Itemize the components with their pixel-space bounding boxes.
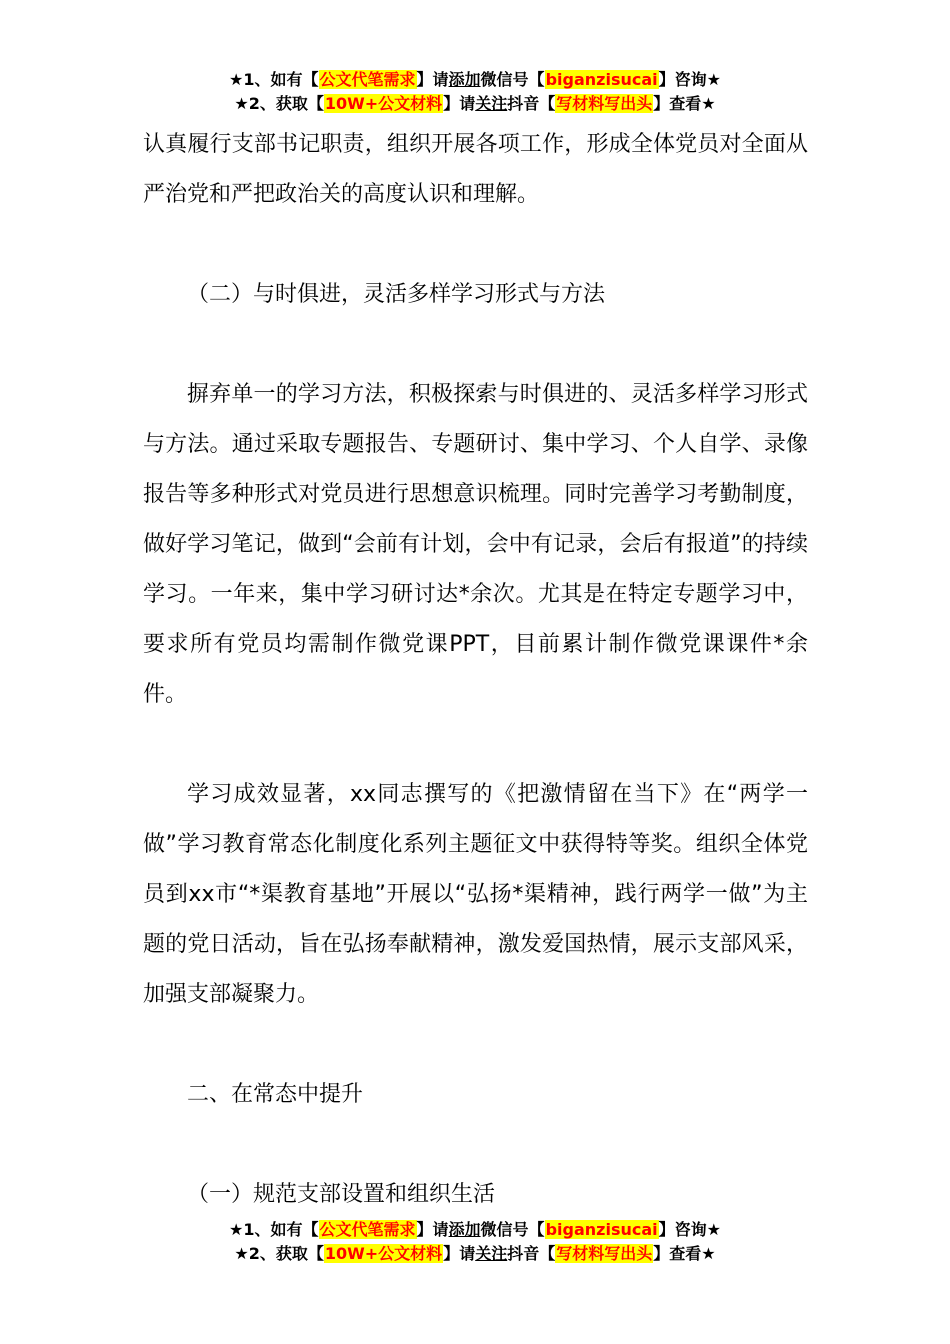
banner-line-1 xyxy=(0,1218,950,1242)
banner-text: 微信号【 xyxy=(480,70,545,89)
banner-text: 】查看★ xyxy=(653,1244,716,1263)
banner-underline-text: 关注 xyxy=(475,94,508,113)
banner-text: 】咨询★ xyxy=(658,1220,721,1239)
top-banner xyxy=(0,68,950,116)
banner-underline-text: 添加 xyxy=(448,1220,481,1239)
banner-highlight: 写材料写出头 xyxy=(556,1244,653,1263)
banner-text: 】咨询★ xyxy=(658,70,721,89)
banner-highlight: 10W+公文材料 xyxy=(324,94,443,113)
paragraph-1: 认真履行支部书记职责，组织开展各项工作，形成全体党员对全面从严治党和严把政治关的高度认识和理解。 xyxy=(143,132,808,207)
banner-text: 】请 xyxy=(416,1220,449,1239)
banner-highlight: 公文代笔需求 xyxy=(319,70,416,89)
banner-highlight: biganzisucai xyxy=(545,1220,658,1239)
banner-text: ★2、获取【 xyxy=(234,94,324,113)
paragraph-2: 摒弃单一的学习方法，积极探索与时俱进的、灵活多样学习形式与方法。通过采取专题报告、专题研讨、集中学习、个人自学、录像报告等多种形式对党员进行思想意识梳理。同时完善学习考勤制度，做好学习笔记，做到“会前有计划，会中有记录，会后有报道”的持续学习。一年来，集中学习研讨达*余次。尤其是在特定专题学习中，要求所有党员均需制作微党课PPT，目前累计制作微党课课件*余件。 xyxy=(143,382,808,707)
banner-text: ★1、如有【 xyxy=(229,70,319,89)
banner-text: ★2、获取【 xyxy=(234,1244,324,1263)
banner-highlight: biganzisucai xyxy=(545,70,658,89)
bottom-banner xyxy=(0,1218,950,1266)
document-body xyxy=(143,120,808,1220)
banner-underline-text: 关注 xyxy=(475,1244,508,1263)
chapter-heading-2: 二、在常态中提升 xyxy=(187,1082,364,1107)
banner-text: 】请 xyxy=(443,94,476,113)
banner-line-2 xyxy=(0,92,950,116)
banner-highlight: 10W+公文材料 xyxy=(324,1244,443,1263)
banner-highlight: 写材料写出头 xyxy=(556,94,653,113)
banner-text: 抖音【 xyxy=(507,1244,556,1263)
paragraph-3: 学习成效显著，xx同志撰写的《把激情留在当下》在“两学一做”学习教育常态化制度化系列主题征文中获得特等奖。组织全体党员到xx市“*渠教育基地”开展以“弘扬*渠精神，践行两学一做”为主题的党日活动，旨在弘扬奉献精神，激发爱国热情，展示支部风采，加强支部凝聚力。 xyxy=(143,782,808,1007)
section-heading-1: （一）规范支部设置和组织生活 xyxy=(187,1182,496,1207)
banner-text: 抖音【 xyxy=(507,94,556,113)
banner-highlight: 公文代笔需求 xyxy=(319,1220,416,1239)
section-heading-2: （二）与时俱进，灵活多样学习形式与方法 xyxy=(187,282,606,307)
banner-underline-text: 添加 xyxy=(448,70,481,89)
banner-text: 】请 xyxy=(416,70,449,89)
banner-text: ★1、如有【 xyxy=(229,1220,319,1239)
banner-line-2 xyxy=(0,1242,950,1266)
banner-text: 】请 xyxy=(443,1244,476,1263)
banner-text: 微信号【 xyxy=(480,1220,545,1239)
banner-text: 】查看★ xyxy=(653,94,716,113)
banner-line-1 xyxy=(0,68,950,92)
